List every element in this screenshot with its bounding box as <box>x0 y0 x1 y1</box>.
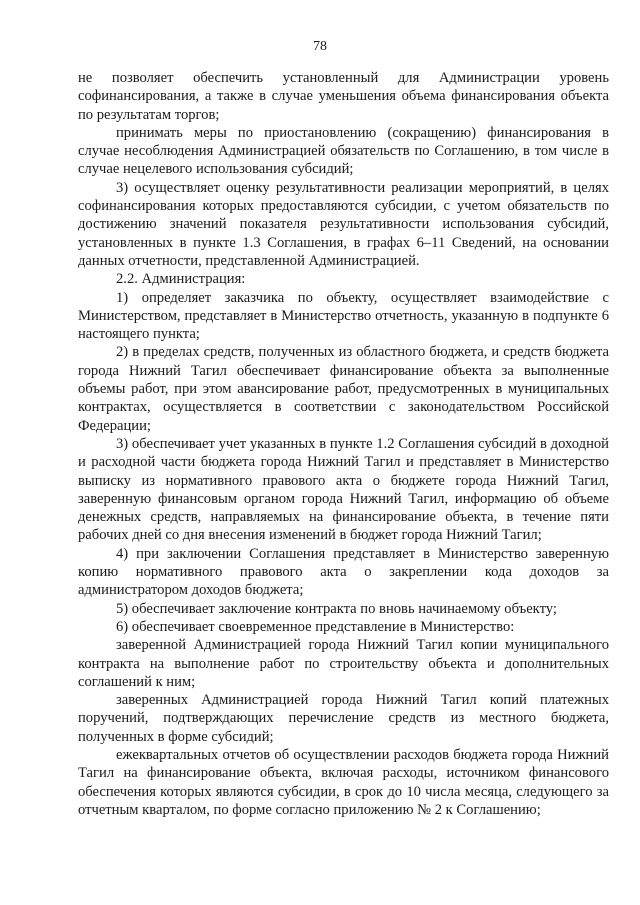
paragraph: ежеквартальных отчетов об осуществлении расходов бюджета города Нижний Тагил на финансирование объекта, включая расходы, источником финансового обеспечения которых являются субсидии, в срок до 10 числа месяца, следующего за отчетным кварталом, по форме согласно приложению № 2 к Соглашению; <box>78 746 609 818</box>
paragraph: 5) обеспечивает заключение контракта по вновь начинаемому объекту; <box>116 600 557 617</box>
paragraph: заверенной Администрацией города Нижний Тагил копии муниципального контракта на выполнение работ по строительству объекта и дополнительных соглашений к ним; <box>78 637 609 690</box>
paragraph: принимать меры по приостановлению (сокращению) финансирования в случае несоблюдения Администрацией обязательств по Соглашению, в том числе в случае нецелевого использования субсидий; <box>78 124 609 178</box>
paragraph: 3) осуществляет оценку результативности реализации мероприятий, в целях софинансирования которых предоставляются субсидии, с учетом обязательств по достижению значений показателя результативности использования субсидий, установленных в пункте 1.3 Соглашения, в графах 6–11 Сведений, на основании данных отчетности, представленной Администрацией. <box>78 179 609 269</box>
paragraph: 4) при заключении Соглашения представляет в Министерство заверенную копию нормативного правового акта о закреплении кода доходов за администратором доходов бюджета; <box>78 545 609 599</box>
paragraph: не позволяет обеспечить установленный для Администрации уровень софинансирования, а также в случае уменьшения объема финансирования объекта по результатам торгов; <box>78 70 609 123</box>
paragraph: заверенных Администрацией города Нижний Тагил копий платежных поручений, подтверждающих перечисление средств из местного бюджета, полученных в форме субсидий; <box>78 692 609 745</box>
page-number: 78 <box>313 39 327 54</box>
paragraph: 3) обеспечивает учет указанных в пункте 1.2 Соглашения субсидий в доходной и расходной части бюджета города Нижний Тагил и представляет в Министерство выписку из нормативного правового акта о бюджете города Нижний Тагил, заверенную финансовым органом города Нижний Тагил, информацию об объеме денежных средств, направляемых на финансирование объекта, в течение пяти рабочих дней со дня внесения изменений в бюджет города Нижний Тагил; <box>78 435 609 544</box>
document-body <box>78 69 609 819</box>
paragraph: 2) в пределах средств, полученных из областного бюджета, и средств бюджета города Нижний Тагил обеспечивает финансирование объекта за выполненные объемы работ, при этом авансирование работ, предусмотренных в муниципальных контрактах, осуществляется в соответствии с законодательством Российской Федерации; <box>78 344 609 434</box>
paragraph: 6) обеспечивает своевременное представление в Министерство: <box>116 618 515 635</box>
section-heading: 2.2. Администрация: <box>116 271 246 288</box>
paragraph: 1) определяет заказчика по объекту, осуществляет взаимодействие с Министерством, представляет в Министерство отчетность, указанную в подпункте 6 настоящего пункта; <box>78 289 609 343</box>
